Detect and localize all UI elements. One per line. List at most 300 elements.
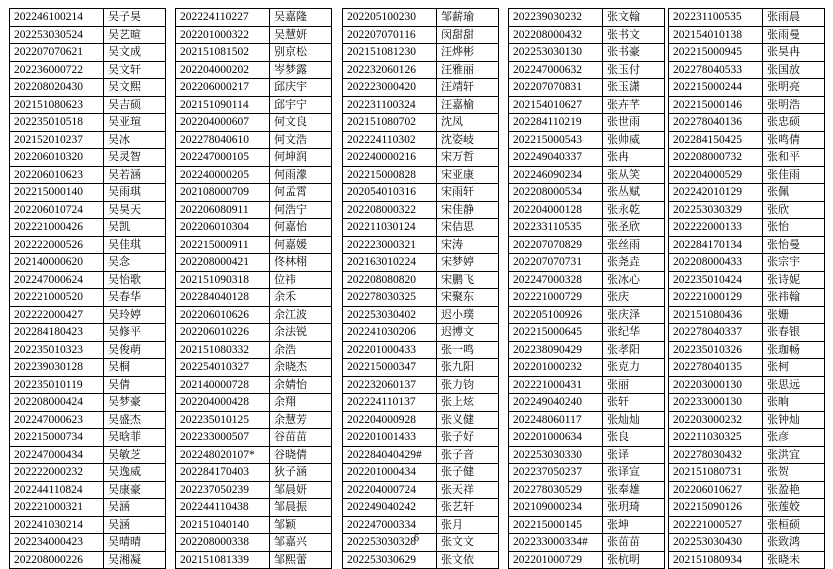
- student-id-cell: 202237050239: [176, 481, 270, 499]
- student-name-cell: 张丽: [603, 376, 665, 394]
- student-name-cell: 张晌: [763, 394, 825, 412]
- student-name-cell: 邹熙蕾: [270, 551, 332, 569]
- student-name-cell: 何文良: [270, 114, 332, 132]
- student-name-cell: 张珈畅: [763, 341, 825, 359]
- student-id-cell: 202278040135: [669, 359, 763, 377]
- roster-table-1: [9, 8, 166, 569]
- table-row: [176, 149, 332, 167]
- student-name-cell: 汪嘉榆: [437, 96, 499, 114]
- student-name-cell: 张国放: [763, 61, 825, 79]
- student-name-cell: 宋鹏飞: [437, 271, 499, 289]
- table-row: [10, 219, 166, 237]
- student-name-cell: 吴艺暄: [104, 26, 166, 44]
- table-row: [176, 499, 332, 517]
- roster-table-2: [175, 8, 332, 569]
- student-id-cell: 202151080702: [343, 114, 437, 132]
- student-id-cell: 202205100926: [509, 306, 603, 324]
- table-row: [176, 79, 332, 97]
- table-row: [343, 149, 499, 167]
- student-name-cell: 张文文: [437, 534, 499, 552]
- student-id-cell: 202208000338: [176, 534, 270, 552]
- table-row: [669, 166, 825, 184]
- table-row: [509, 166, 665, 184]
- student-name-cell: 位祎: [270, 271, 332, 289]
- student-id-cell: 202151081502: [176, 44, 270, 62]
- student-name-cell: 宋佶思: [437, 219, 499, 237]
- student-id-cell: 202224110302: [343, 131, 437, 149]
- student-id-cell: 202284180423: [10, 324, 104, 342]
- student-name-cell: 张宗宇: [763, 254, 825, 272]
- table-row: [509, 551, 665, 569]
- student-id-cell: 202253030524: [10, 26, 104, 44]
- student-id-cell: 202207070829: [509, 236, 603, 254]
- student-id-cell: 202278030325: [343, 289, 437, 307]
- student-name-cell: 张奉雄: [603, 481, 665, 499]
- student-id-cell: 202215000140: [10, 184, 104, 202]
- student-id-cell: 202208000226: [10, 551, 104, 569]
- student-name-cell: 岑梦露: [270, 61, 332, 79]
- student-id-cell: 202247000434: [10, 446, 104, 464]
- student-id-cell: 202278040337: [669, 324, 763, 342]
- student-id-cell: 202206080911: [176, 201, 270, 219]
- student-name-cell: 邹嘉兴: [270, 534, 332, 552]
- student-name-cell: 余翔: [270, 394, 332, 412]
- student-id-cell: 202221000426: [10, 219, 104, 237]
- table-row: [176, 481, 332, 499]
- student-id-cell: 202221000129: [669, 289, 763, 307]
- student-id-cell: 202247000105: [176, 149, 270, 167]
- table-row: [509, 201, 665, 219]
- student-name-cell: 张桓硕: [763, 516, 825, 534]
- table-row: [343, 551, 499, 569]
- student-id-cell: 202224110227: [176, 9, 270, 27]
- student-name-cell: 张怡曼: [763, 236, 825, 254]
- student-id-cell: 202247000334: [343, 516, 437, 534]
- table-row: [10, 446, 166, 464]
- table-row: [669, 114, 825, 132]
- table-row: [10, 271, 166, 289]
- student-id-cell: 202233110535: [509, 219, 603, 237]
- table-row: [343, 44, 499, 62]
- student-id-cell: 202253030329: [669, 201, 763, 219]
- student-name-cell: 张译宣: [603, 464, 665, 482]
- student-name-cell: 张冰心: [603, 271, 665, 289]
- student-name-cell: 张卉芊: [603, 96, 665, 114]
- student-id-cell: 202253030130: [509, 44, 603, 62]
- student-name-cell: 张思远: [763, 376, 825, 394]
- table-row: [343, 359, 499, 377]
- student-name-cell: 吴文成: [104, 44, 166, 62]
- table-row: [176, 26, 332, 44]
- table-row: [509, 61, 665, 79]
- table-row: [10, 324, 166, 342]
- student-id-cell: 202284110219: [509, 114, 603, 132]
- table-row: [10, 516, 166, 534]
- student-name-cell: 邹晨妍: [270, 481, 332, 499]
- student-name-cell: 张文依: [437, 551, 499, 569]
- table-row: [509, 219, 665, 237]
- student-name-cell: 张贺: [763, 464, 825, 482]
- student-id-cell: 202201000232: [509, 359, 603, 377]
- student-name-cell: 吴念: [104, 254, 166, 272]
- student-name-cell: 张月: [437, 516, 499, 534]
- student-name-cell: 余晓杰: [270, 359, 332, 377]
- student-name-cell: 张祎翰: [763, 289, 825, 307]
- student-id-cell: 202284040429#: [343, 446, 437, 464]
- student-name-cell: 佟林栩: [270, 254, 332, 272]
- student-name-cell: 张子好: [437, 429, 499, 447]
- student-id-cell: 202151080332: [176, 341, 270, 359]
- student-id-cell: 202284170403: [176, 464, 270, 482]
- student-name-cell: 吴梦豪: [104, 394, 166, 412]
- table-row: [669, 429, 825, 447]
- student-id-cell: 202208000432: [509, 26, 603, 44]
- table-row: [669, 131, 825, 149]
- student-id-cell: 202140000620: [10, 254, 104, 272]
- student-id-cell: 202221000527: [669, 516, 763, 534]
- student-id-cell: 202151080731: [669, 464, 763, 482]
- student-name-cell: 余法锐: [270, 324, 332, 342]
- student-name-cell: 张良: [603, 429, 665, 447]
- table-row: [343, 429, 499, 447]
- student-id-cell: 202249040337: [509, 149, 603, 167]
- student-id-cell: 202249040240: [509, 394, 603, 412]
- student-id-cell: 202223000420: [343, 79, 437, 97]
- table-row: [10, 61, 166, 79]
- table-row: [509, 359, 665, 377]
- student-id-cell: 202205100230: [343, 9, 437, 27]
- table-row: [176, 219, 332, 237]
- student-id-cell: 202215000911: [176, 236, 270, 254]
- student-id-cell: 202248060117: [509, 411, 603, 429]
- student-name-cell: 张孝阳: [603, 341, 665, 359]
- student-name-cell: 张尧垚: [603, 254, 665, 272]
- table-row: [176, 201, 332, 219]
- student-name-cell: 吴敏芝: [104, 446, 166, 464]
- student-id-cell: 202235010323: [10, 341, 104, 359]
- table-row: [10, 499, 166, 517]
- student-id-cell: 202151090318: [176, 271, 270, 289]
- table-row: [669, 411, 825, 429]
- student-id-cell: 202207070831: [509, 79, 603, 97]
- student-name-cell: 张子健: [437, 464, 499, 482]
- table-row: [669, 324, 825, 342]
- table-row: [343, 394, 499, 412]
- student-id-cell: 202246090234: [509, 166, 603, 184]
- student-id-cell: 202278040610: [176, 131, 270, 149]
- table-row: [509, 306, 665, 324]
- table-row: [10, 411, 166, 429]
- table-row: [509, 289, 665, 307]
- student-name-cell: 吴慧妍: [270, 26, 332, 44]
- table-row: [509, 324, 665, 342]
- student-id-cell: 202211030325: [669, 429, 763, 447]
- student-name-cell: 张姗: [763, 306, 825, 324]
- student-name-cell: 张佩: [763, 184, 825, 202]
- student-name-cell: 汪雅丽: [437, 61, 499, 79]
- table-row: [669, 9, 825, 27]
- student-id-cell: 202253030402: [343, 306, 437, 324]
- student-name-cell: 张文翰: [603, 9, 665, 27]
- table-row: [509, 446, 665, 464]
- student-id-cell: 202215000828: [343, 166, 437, 184]
- student-name-cell: 张庆: [603, 289, 665, 307]
- table-row: [343, 324, 499, 342]
- table-row: [343, 446, 499, 464]
- student-id-cell: 202204000529: [669, 166, 763, 184]
- student-id-cell: 202235010326: [669, 341, 763, 359]
- student-id-cell: 202221000321: [10, 499, 104, 517]
- student-id-cell: 202215090126: [669, 499, 763, 517]
- table-row: [669, 394, 825, 412]
- student-id-cell: 202201000729: [509, 551, 603, 569]
- table-row: [343, 79, 499, 97]
- table-row: [509, 236, 665, 254]
- student-id-cell: 202206010623: [10, 166, 104, 184]
- student-id-cell: 202208000421: [176, 254, 270, 272]
- student-name-cell: 宋佳静: [437, 201, 499, 219]
- student-id-cell: 202154010138: [669, 26, 763, 44]
- table-row: [669, 341, 825, 359]
- table-row: [176, 184, 332, 202]
- table-row: [669, 446, 825, 464]
- student-name-cell: 吴冰: [104, 131, 166, 149]
- student-id-cell: 202284040128: [176, 289, 270, 307]
- student-id-cell: 202163010224: [343, 254, 437, 272]
- roster-table-5: [668, 8, 825, 569]
- student-name-cell: 汪靖轩: [437, 79, 499, 97]
- student-id-cell: 202244110438: [176, 499, 270, 517]
- student-id-cell: 202151080623: [10, 96, 104, 114]
- table-row: [669, 44, 825, 62]
- student-name-cell: 余婧怡: [270, 376, 332, 394]
- student-name-cell: 吴倩: [104, 376, 166, 394]
- student-name-cell: 张盈艳: [763, 481, 825, 499]
- student-name-cell: 张怡: [763, 219, 825, 237]
- table-row: [509, 341, 665, 359]
- student-id-cell: 202203000232: [669, 411, 763, 429]
- table-row: [509, 376, 665, 394]
- student-name-cell: 张艺轩: [437, 499, 499, 517]
- table-row: [343, 96, 499, 114]
- table-row: [669, 516, 825, 534]
- student-name-cell: 宋雨轩: [437, 184, 499, 202]
- student-name-cell: 吴吉硕: [104, 96, 166, 114]
- table-row: [509, 411, 665, 429]
- student-name-cell: 邹颖: [270, 516, 332, 534]
- student-id-cell: 202215000145: [509, 516, 603, 534]
- table-row: [669, 464, 825, 482]
- student-name-cell: 张钟灿: [763, 411, 825, 429]
- student-name-cell: 吴昊天: [104, 201, 166, 219]
- table-row: [343, 131, 499, 149]
- table-row: [669, 79, 825, 97]
- student-id-cell: 202238090429: [509, 341, 603, 359]
- student-id-cell: 202215000347: [343, 359, 437, 377]
- student-name-cell: 张佳雨: [763, 166, 825, 184]
- table-row: [343, 9, 499, 27]
- student-name-cell: 吴湘凝: [104, 551, 166, 569]
- student-name-cell: 何文浩: [270, 131, 332, 149]
- student-name-cell: 张书豪: [603, 44, 665, 62]
- student-name-cell: 何嘉媛: [270, 236, 332, 254]
- table-row: [343, 306, 499, 324]
- student-id-cell: 202151040140: [176, 516, 270, 534]
- student-name-cell: 吴文轩: [104, 61, 166, 79]
- table-row: [10, 306, 166, 324]
- student-name-cell: 吴晴晴: [104, 534, 166, 552]
- table-row: [10, 551, 166, 569]
- student-name-cell: 宋梦婷: [437, 254, 499, 272]
- table-row: [509, 184, 665, 202]
- table-row: [10, 96, 166, 114]
- student-name-cell: 张天祥: [437, 481, 499, 499]
- student-name-cell: 张鸣倩: [763, 131, 825, 149]
- table-row: [669, 184, 825, 202]
- student-id-cell: 202206010320: [10, 149, 104, 167]
- table-row: [10, 394, 166, 412]
- student-name-cell: 张丝雨: [603, 236, 665, 254]
- student-id-cell: 202054010316: [343, 184, 437, 202]
- student-id-cell: 202221000431: [509, 376, 603, 394]
- table-row: [10, 464, 166, 482]
- table-row: [343, 271, 499, 289]
- student-id-cell: 202206010626: [176, 306, 270, 324]
- table-row: [176, 44, 332, 62]
- student-name-cell: 吴逸威: [104, 464, 166, 482]
- student-id-cell: 202224110137: [343, 394, 437, 412]
- student-id-cell: 202235010119: [10, 376, 104, 394]
- table-row: [176, 254, 332, 272]
- student-name-cell: 吴文熙: [104, 79, 166, 97]
- student-name-cell: 吴玲婷: [104, 306, 166, 324]
- student-id-cell: 202247000623: [10, 411, 104, 429]
- student-id-cell: 202231100324: [343, 96, 437, 114]
- table-row: [509, 9, 665, 27]
- student-name-cell: 吴康豪: [104, 481, 166, 499]
- student-id-cell: 202249040242: [343, 499, 437, 517]
- student-name-cell: 宋万哲: [437, 149, 499, 167]
- student-id-cell: 202223000321: [343, 236, 437, 254]
- table-row: [343, 289, 499, 307]
- table-row: [509, 44, 665, 62]
- student-name-cell: 张春银: [763, 324, 825, 342]
- table-row: [509, 131, 665, 149]
- student-name-cell: 张上炫: [437, 394, 499, 412]
- table-row: [509, 516, 665, 534]
- table-row: [176, 61, 332, 79]
- student-id-cell: 202278030432: [669, 446, 763, 464]
- table-row: [176, 289, 332, 307]
- student-name-cell: 谷晓倩: [270, 446, 332, 464]
- student-name-cell: 吴怡歌: [104, 271, 166, 289]
- table-row: [509, 79, 665, 97]
- student-id-cell: 202204000724: [343, 481, 437, 499]
- table-row: [509, 96, 665, 114]
- student-id-cell: 202109000234: [509, 499, 603, 517]
- student-id-cell: 202208000424: [10, 394, 104, 412]
- table-row: [509, 499, 665, 517]
- student-id-cell: 202208000534: [509, 184, 603, 202]
- table-row: [10, 79, 166, 97]
- table-row: [176, 516, 332, 534]
- student-id-cell: 202154010627: [509, 96, 603, 114]
- student-id-cell: 202240000205: [176, 166, 270, 184]
- student-id-cell: 202207070621: [10, 44, 104, 62]
- student-name-cell: 吴若涵: [104, 166, 166, 184]
- table-row: [10, 429, 166, 447]
- student-name-cell: 张力钧: [437, 376, 499, 394]
- student-name-cell: 邹晨振: [270, 499, 332, 517]
- table-row: [669, 61, 825, 79]
- table-row: [343, 499, 499, 517]
- student-id-cell: 202222000232: [10, 464, 104, 482]
- table-row: [509, 464, 665, 482]
- table-row: [343, 219, 499, 237]
- table-row: [176, 114, 332, 132]
- table-row: [176, 551, 332, 569]
- student-id-cell: 202232060137: [343, 376, 437, 394]
- table-row: [669, 26, 825, 44]
- table-row: [669, 289, 825, 307]
- student-id-cell: 202151080934: [669, 551, 763, 569]
- table-row: [509, 26, 665, 44]
- student-name-cell: 何坤润: [270, 149, 332, 167]
- student-id-cell: 202233000334#: [509, 534, 603, 552]
- student-id-cell: 202211030124: [343, 219, 437, 237]
- student-name-cell: 迟小璞: [437, 306, 499, 324]
- student-id-cell: 202234000423: [10, 534, 104, 552]
- table-row: [669, 376, 825, 394]
- table-row: [343, 464, 499, 482]
- table-row: [509, 149, 665, 167]
- student-name-cell: 张柯: [763, 359, 825, 377]
- student-id-cell: 202253030430: [669, 534, 763, 552]
- table-row: [176, 341, 332, 359]
- table-row: [176, 446, 332, 464]
- student-name-cell: 张圣欣: [603, 219, 665, 237]
- table-row: [669, 201, 825, 219]
- student-name-cell: 张灿灿: [603, 411, 665, 429]
- student-name-cell: 沈姿岐: [437, 131, 499, 149]
- student-name-cell: 邹薪瑜: [437, 9, 499, 27]
- student-name-cell: 邱宇宁: [270, 96, 332, 114]
- student-name-cell: 迟博文: [437, 324, 499, 342]
- table-row: [10, 254, 166, 272]
- roster-table-4: [508, 8, 665, 569]
- student-id-cell: 202232060126: [343, 61, 437, 79]
- student-name-cell: 张雨曼: [763, 26, 825, 44]
- table-row: [343, 376, 499, 394]
- table-row: [10, 9, 166, 27]
- table-row: [343, 516, 499, 534]
- student-id-cell: 202239030232: [509, 9, 603, 27]
- table-row: [509, 394, 665, 412]
- student-name-cell: 余慧芳: [270, 411, 332, 429]
- table-row: [176, 96, 332, 114]
- student-name-cell: 张彦: [763, 429, 825, 447]
- student-id-cell: 202203000130: [669, 376, 763, 394]
- table-row: [509, 114, 665, 132]
- student-name-cell: 吴桐: [104, 359, 166, 377]
- table-row: [10, 26, 166, 44]
- page-number: 6: [414, 533, 419, 544]
- table-row: [509, 481, 665, 499]
- student-name-cell: 吴盛杰: [104, 411, 166, 429]
- student-id-cell: 202215000945: [669, 44, 763, 62]
- student-id-cell: 202108000709: [176, 184, 270, 202]
- student-id-cell: 202222000526: [10, 236, 104, 254]
